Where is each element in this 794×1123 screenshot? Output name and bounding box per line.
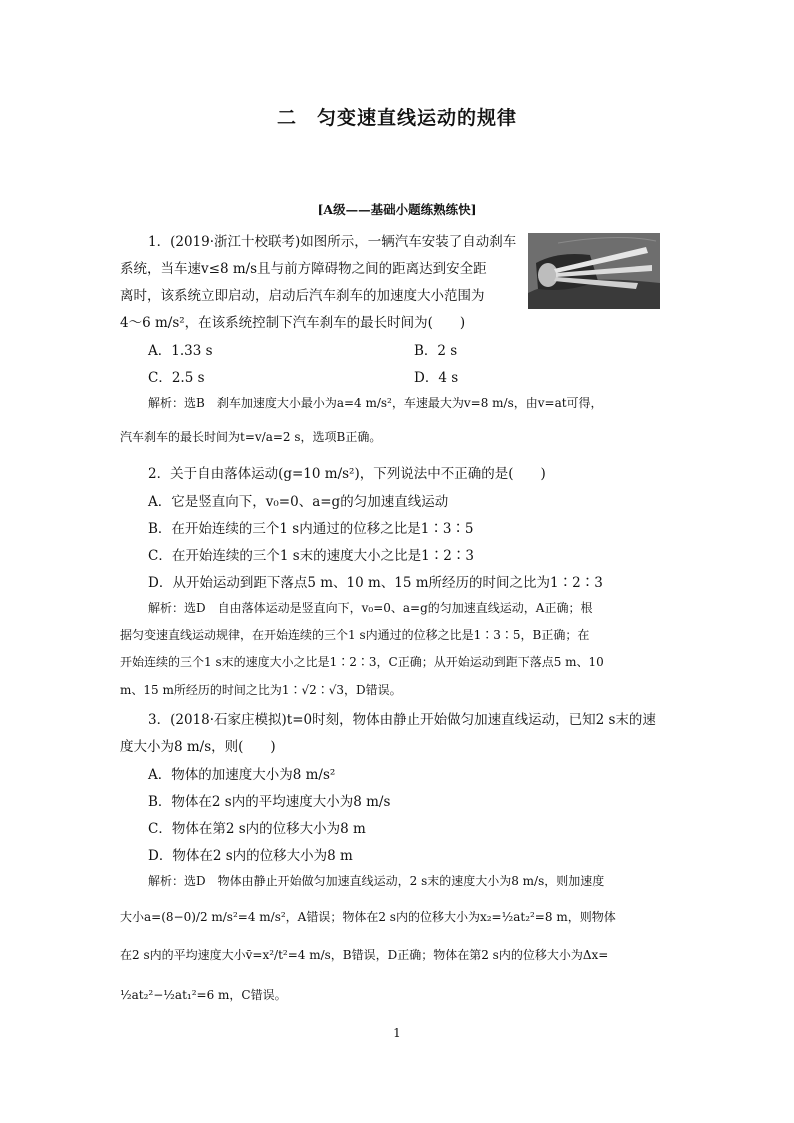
q3-solution-line-2: 大小a=(8−0)/2 m/s²=4 m/s²，A错误；物体在2 s内的位移大小为x₂=½at₂²=8 m，则物体 bbox=[120, 910, 616, 924]
q2-option-d: D．从开始运动到距下落点5 m、10 m、15 m所经历的时间之比为1∶2∶3 bbox=[148, 575, 603, 591]
q2-stem: 2．关于自由落体运动(g=10 m/s²)，下列说法中不正确的是( ) bbox=[148, 466, 546, 482]
q1-line-2: 系统，当车速v≤8 m/s且与前方障碍物之间的距离达到安全距 bbox=[120, 261, 487, 277]
q3-option-b: B．物体在2 s内的平均速度大小为8 m/s bbox=[148, 794, 391, 810]
q1-line-1: 1．(2019·浙江十校联考)如图所示，一辆汽车安装了自动刹车 bbox=[148, 234, 517, 250]
q3-option-d: D．物体在2 s内的位移大小为8 m bbox=[148, 848, 353, 864]
q1-option-b: B．2 s bbox=[414, 343, 458, 359]
q2-option-c: C．在开始连续的三个1 s末的速度大小之比是1∶2∶3 bbox=[148, 548, 474, 564]
q1-solution-line-2: 汽车刹车的最长时间为t=v/a=2 s，选项B正确。 bbox=[120, 430, 382, 444]
q2-solution-line-4: m、15 m所经历的时间之比为1∶√2∶√3，D错误。 bbox=[120, 683, 402, 697]
q2-option-a: A．它是竖直向下，v₀=0、a=g的匀加速直线运动 bbox=[148, 494, 449, 510]
q1-option-c: C．2.5 s bbox=[148, 370, 205, 386]
level-heading: [A级——基础小题练熟练快] bbox=[317, 202, 477, 217]
q1-option-d: D．4 s bbox=[414, 370, 459, 386]
q2-solution-line-2: 据匀变速直线运动规律，在开始连续的三个1 s内通过的位移之比是1∶3∶5，B正确；在 bbox=[120, 628, 590, 642]
q2-solution-line-1: 解析：选D 自由落体运动是竖直向下，v₀=0、a=g的匀加速直线运动，A正确；根 bbox=[148, 601, 593, 615]
q3-solution-line-3: 在2 s内的平均速度大小v̄=x²/t²=4 m/s，B错误，D正确；物体在第2 s内的位移大小为Δx= bbox=[120, 948, 609, 962]
q1-line-3: 离时，该系统立即启动，启动后汽车刹车的加速度大小范围为 bbox=[120, 288, 485, 304]
q1-option-a: A．1.33 s bbox=[148, 343, 213, 359]
page-title: 二 匀变速直线运动的规律 bbox=[276, 107, 517, 129]
q2-option-b: B．在开始连续的三个1 s内通过的位移之比是1∶3∶5 bbox=[148, 521, 474, 537]
page-number: 1 bbox=[393, 1026, 401, 1040]
q2-solution-line-3: 开始连续的三个1 s末的速度大小之比是1∶2∶3，C正确；从开始运动到距下落点5 m、10 bbox=[120, 655, 604, 669]
q3-option-c: C．物体在第2 s内的位移大小为8 m bbox=[148, 821, 366, 837]
q3-line-2: 度大小为8 m/s，则( ) bbox=[120, 739, 276, 755]
car-braking-photo bbox=[528, 233, 660, 309]
q3-solution-line-1: 解析：选D 物体由静止开始做匀加速直线运动，2 s末的速度大小为8 m/s，则加速度 bbox=[148, 874, 605, 888]
q3-line-1: 3．(2018·石家庄模拟)t=0时刻，物体由静止开始做匀加速直线运动，已知2 s末的速 bbox=[148, 712, 656, 728]
q1-line-4: 4～6 m/s²，在该系统控制下汽车刹车的最长时间为( ) bbox=[120, 315, 466, 331]
q3-solution-line-4: ½at₂²−½at₁²=6 m，C错误。 bbox=[120, 988, 287, 1002]
q1-solution-line-1: 解析：选B 刹车加速度大小最小为a=4 m/s²，车速最大为v=8 m/s，由v=at可得， bbox=[148, 396, 603, 410]
q3-option-a: A．物体的加速度大小为8 m/s² bbox=[148, 767, 336, 783]
